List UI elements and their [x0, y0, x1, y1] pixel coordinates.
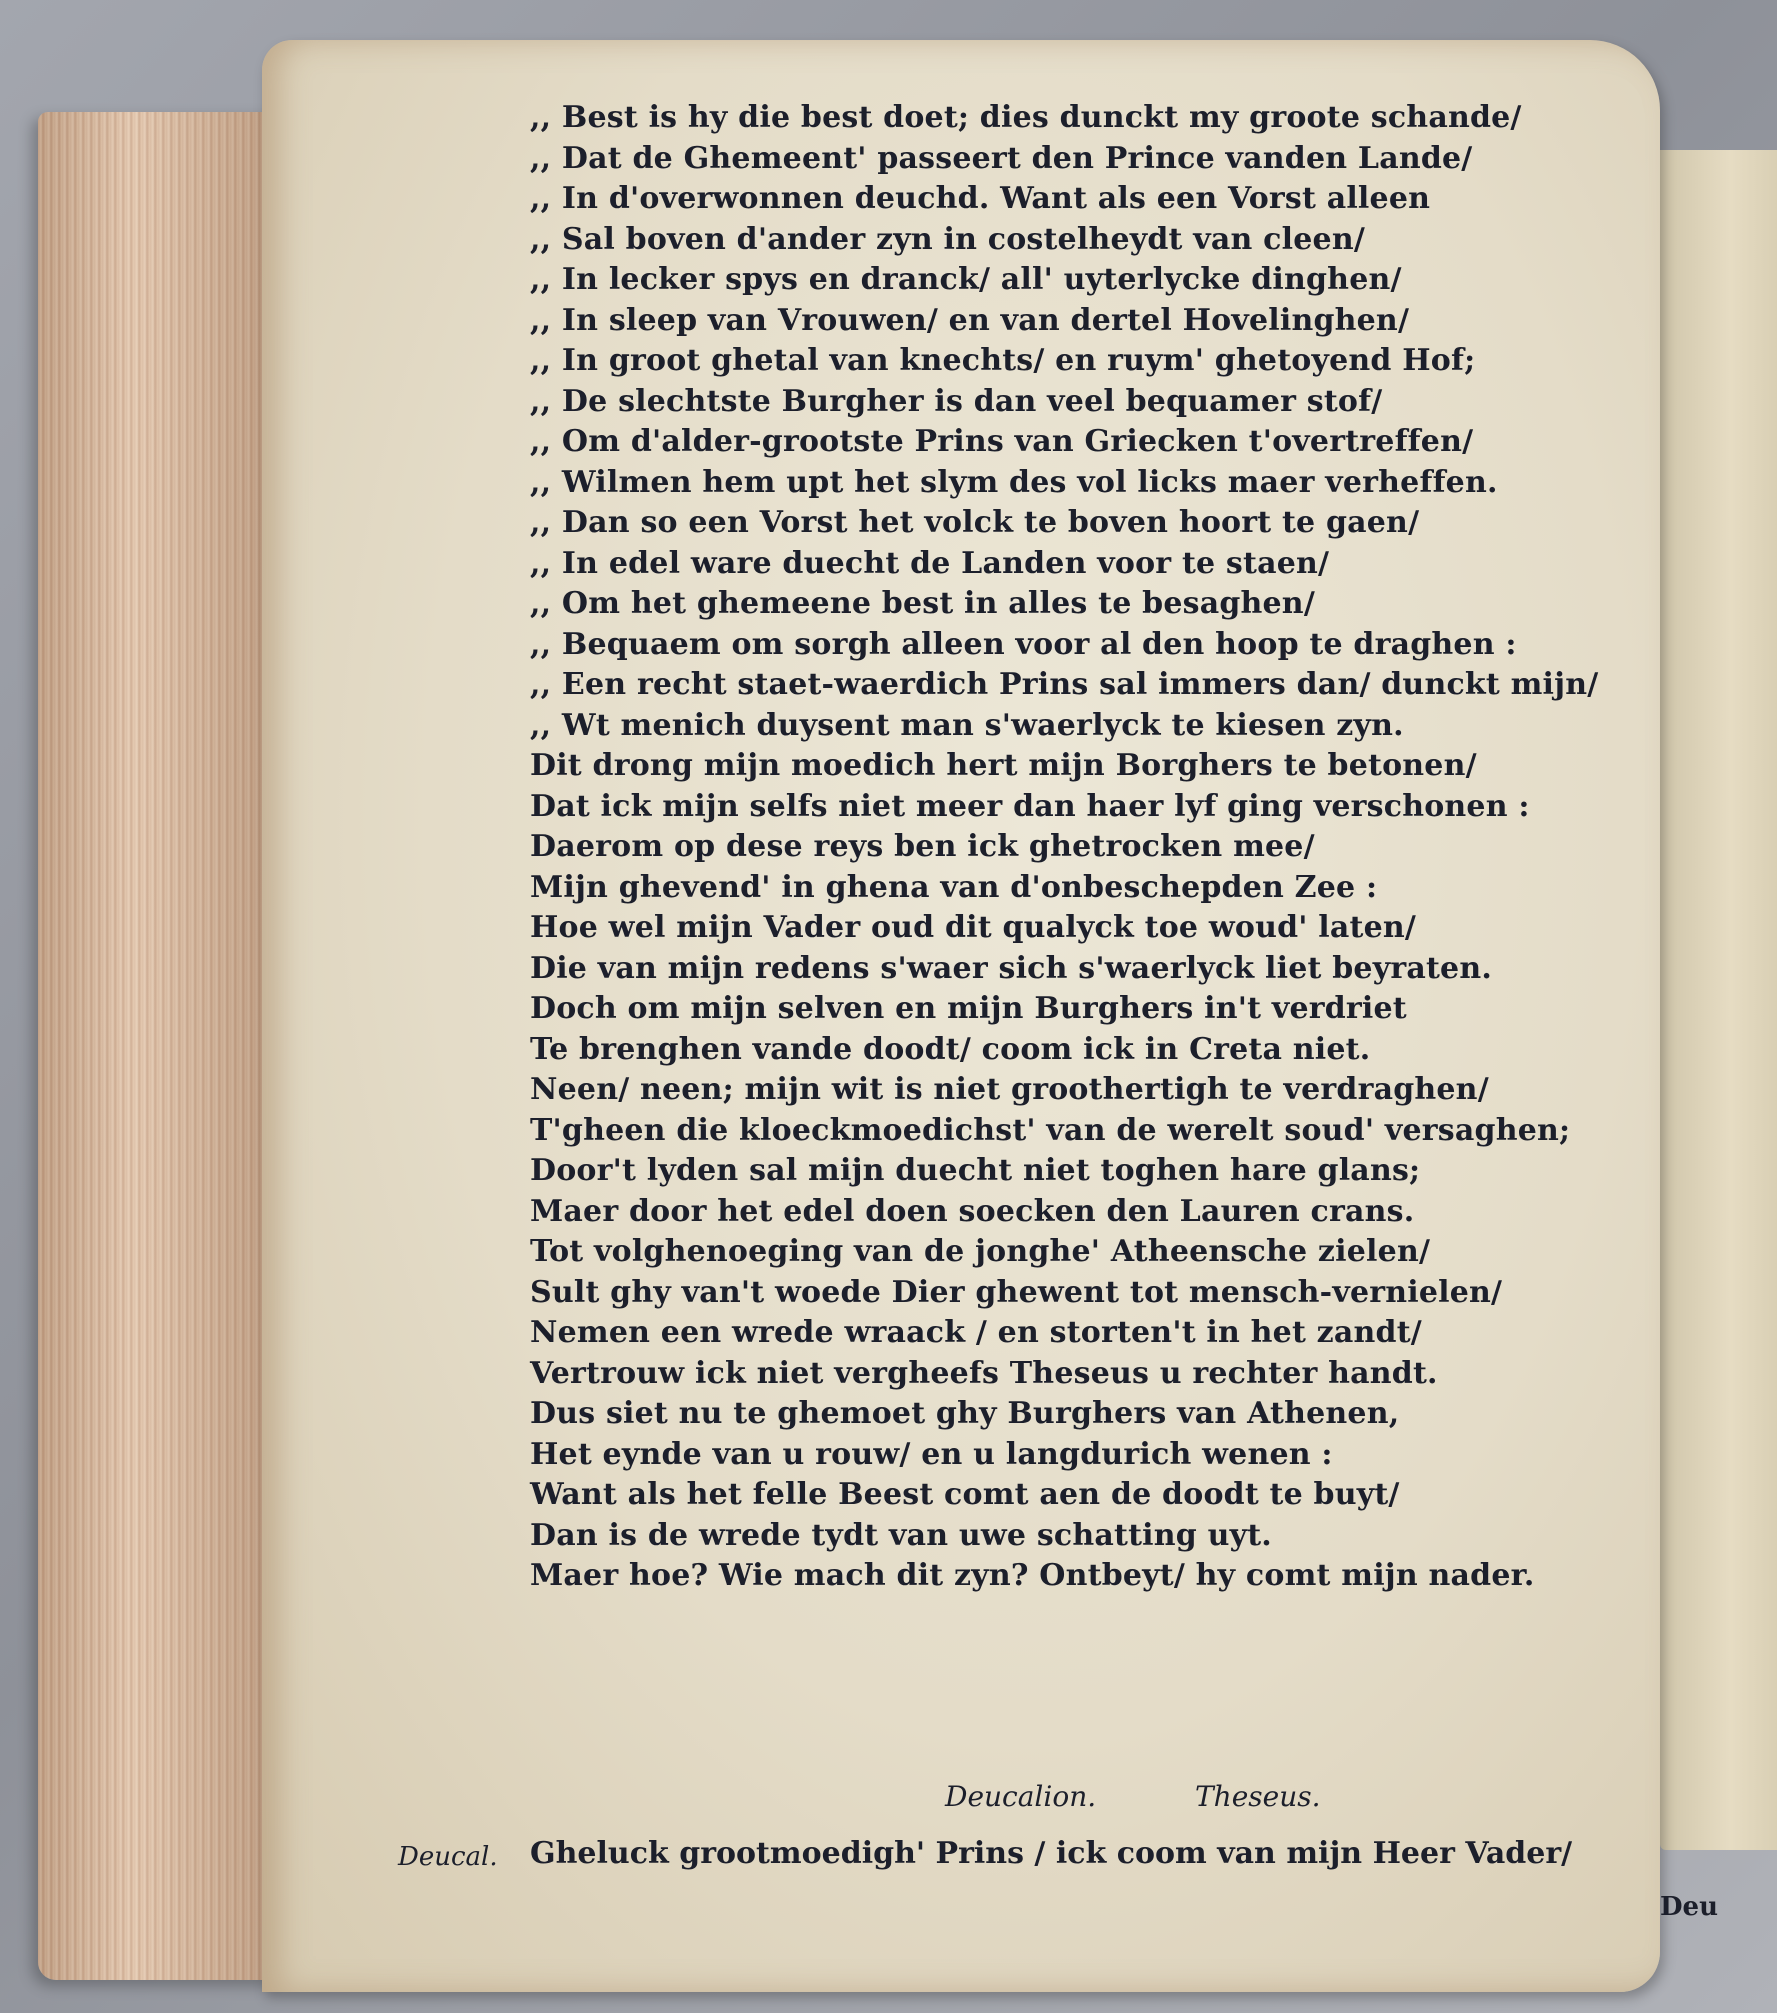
verse-line: Hoe wel mijn Vader oud dit qualyck toe woud' laten/ [530, 910, 1417, 945]
verse-line: Sult ghy van't woede Dier ghewent tot mensch-vernielen/ [530, 1274, 1503, 1310]
catchword: Deu [1660, 1892, 1718, 1922]
verse-line: Dus siet nu te ghemoet ghy Burghers van Athenen, [530, 1396, 1400, 1431]
verse-line: Mijn ghevend' in ghena van d'onbeschepden Zee : [530, 869, 1378, 905]
verse-line: Door't lyden sal mijn duecht niet toghen hare glans; [530, 1153, 1421, 1188]
verse-line: Tot volghenoeging van de jonghe' Atheensche zielen/ [530, 1234, 1431, 1269]
verse-line: ,, De slechtste Burgher is dan veel bequamer stof/ [530, 383, 1383, 419]
verse-line: Neen/ neen; mijn wit is niet groothertigh te verdraghen/ [530, 1072, 1489, 1107]
verse-line: ,, Dan so een Vorst het volck te boven hoort te gaen/ [530, 505, 1420, 540]
book-edge-shading [38, 112, 278, 1980]
verse-line: T'gheen die kloeckmoedichst' van de werelt soud' versaghen; [530, 1112, 1571, 1148]
verse-line: ,, Sal boven d'ander zyn in costelheydt van cleen/ [530, 221, 1365, 257]
verse-line: Daerom op dese reys ben ick ghetrocken mee/ [530, 829, 1315, 864]
verse-line: Maer hoe? Wie mach dit zyn? Ontbeyt/ hy comt mijn nader. [530, 1558, 1535, 1593]
verse-line: ,, Een recht staet-waerdich Prins sal immers dan/ dunckt mijn/ [530, 667, 1599, 702]
verse-line: ,, Om het ghemeene best in alles te besaghen/ [530, 586, 1315, 621]
verse-line: ,, In groot ghetal van knechts/ en ruym' ghetoyend Hof; [530, 343, 1476, 378]
speech-line: Gheluck grootmoedigh' Prins / ick coom van mijn Heer Vader/ [530, 1836, 1573, 1871]
verse-line: Maer door het edel doen soecken den Lauren crans. [530, 1193, 1415, 1229]
verse-line: Dat ick mijn selfs niet meer dan haer lyf ging verschonen : [530, 788, 1530, 824]
stage-character-theseus: Theseus. [1195, 1780, 1321, 1813]
verse-line: Want als het felle Beest comt aen de doodt te buyt/ [530, 1477, 1400, 1512]
stage-character-deucalion: Deucalion. [945, 1780, 1097, 1813]
verse-line: ,, Dat de Ghemeent' passeert den Prince vanden Lande/ [530, 140, 1473, 176]
verse-line: Die van mijn redens s'waer sich s'waerlyck liet beyraten. [530, 950, 1492, 986]
verse-line: ,, In d'overwonnen deuchd. Want als een Vorst alleen [530, 181, 1431, 216]
verse-line: ,, In sleep van Vrouwen/ en van dertel Hovelinghen/ [530, 302, 1410, 338]
verse-line: ,, Wilmen hem upt het slym des vol licks maer verheffen. [530, 464, 1498, 500]
verse-line: Doch om mijn selven en mijn Burghers in't verdriet [530, 991, 1407, 1026]
verse-line: Te brenghen vande doodt/ coom ick in Creta niet. [530, 1031, 1371, 1067]
stage-direction [945, 1780, 1645, 1820]
verse-line: ,, In edel ware duecht de Landen voor te staen/ [530, 545, 1330, 581]
verse-line: ,, Wt menich duysent man s'waerlyck te kiesen zyn. [530, 707, 1404, 743]
verse-line: Het eynde van u rouw/ en u langdurich wenen : [530, 1436, 1333, 1472]
verse-line: Vertrouw ick niet vergheefs Theseus u rechter handt. [530, 1355, 1438, 1391]
verse-line: Dit drong mijn moedich hert mijn Borghers te betonen/ [530, 748, 1477, 783]
verse-line: Nemen een wrede wraack / en storten't in het zandt/ [530, 1315, 1422, 1350]
speaker-label: Deucal. [398, 1842, 498, 1872]
verse-line: ,, In lecker spys en dranck/ all' uyterlycke dinghen/ [530, 262, 1402, 297]
verse-line: ,, Best is hy die best doet; dies dunckt my groote schande/ [530, 100, 1522, 135]
verse-line: ,, Bequaem om sorgh alleen voor al den hoop te draghen : [530, 626, 1517, 662]
verse-text-block [530, 98, 1660, 1597]
verse-line: ,, Om d'alder-grootste Prins van Griecken t'overtreffen/ [530, 424, 1474, 459]
verse-line: Dan is de wrede tydt van uwe schatting uyt. [530, 1517, 1272, 1553]
facing-page-edge [1660, 150, 1777, 1850]
